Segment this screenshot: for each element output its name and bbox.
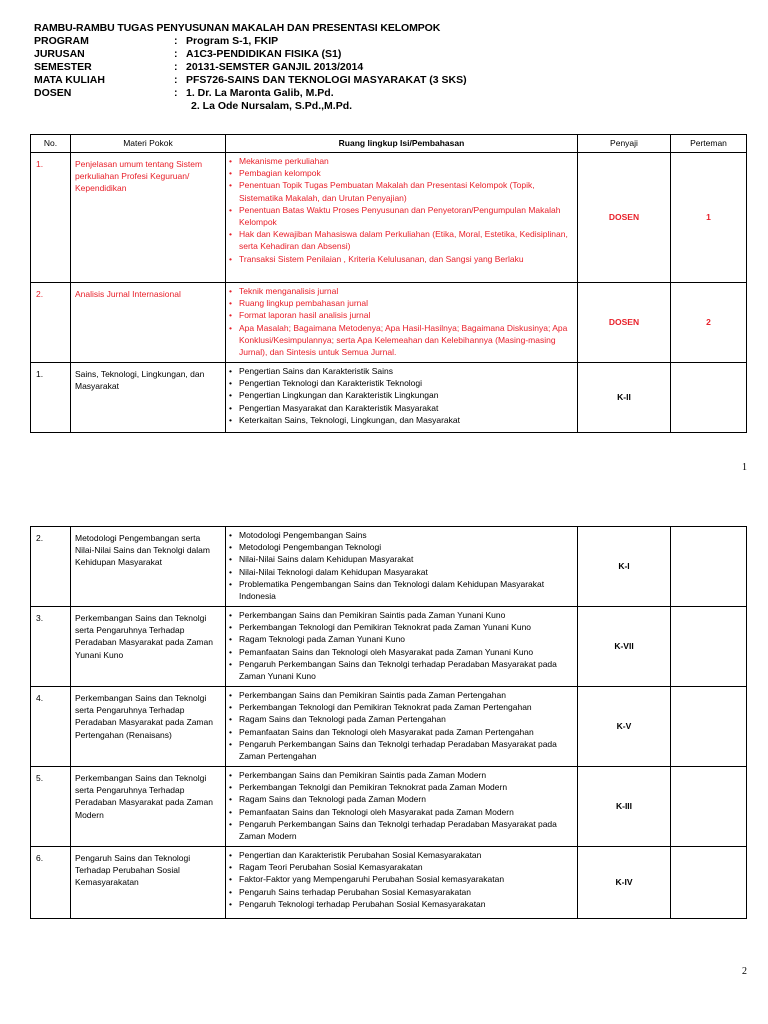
topic-text: Mekanisme perkuliahan bbox=[239, 156, 329, 166]
header-ruang: Ruang lingkup Isi/Pembahasan bbox=[226, 135, 578, 153]
topic-text: Metodologi Pengembangan Teknologi bbox=[239, 542, 382, 553]
row-pertemuan bbox=[671, 767, 747, 847]
row-ruang-lingkup bbox=[226, 687, 578, 767]
page-number-1: 1 bbox=[742, 462, 747, 473]
row-penyaji: DOSEN bbox=[578, 283, 671, 363]
header-field-label-spacer bbox=[34, 100, 174, 113]
row-materi: Perkembangan Sains dan Teknolgi serta Pengaruhnya Terhadap Peradaban Masyarakat pada Zaman Pertengahan (Renaisans) bbox=[71, 687, 226, 767]
bullet-icon: • bbox=[229, 782, 232, 793]
bullet-icon: • bbox=[229, 850, 232, 860]
header-field-separator: : bbox=[174, 74, 178, 86]
bullet-icon: • bbox=[229, 530, 232, 540]
bullet-icon: • bbox=[229, 554, 232, 565]
bullet-icon: • bbox=[229, 180, 232, 191]
topic-item bbox=[229, 253, 575, 265]
topic-text: Perkembangan Teknologi dan Pemikiran Teknokrat pada Zaman Pertengahan bbox=[239, 702, 532, 713]
header-field-value: 20131-SEMSTER GANJIL 2013/2014 bbox=[186, 61, 364, 73]
topic-item bbox=[229, 713, 575, 725]
bullet-icon: • bbox=[229, 286, 232, 296]
header-field-label: MATA KULIAH bbox=[34, 74, 105, 86]
bullet-icon: • bbox=[229, 634, 232, 645]
bullet-icon: • bbox=[229, 738, 232, 749]
row-ruang-lingkup bbox=[226, 607, 578, 687]
topic-item bbox=[229, 553, 575, 565]
topic-item bbox=[229, 806, 575, 818]
bullet-icon: • bbox=[229, 204, 232, 215]
topic-item bbox=[229, 578, 575, 602]
topic-text: Pemanfaatan Sains dan Teknologi oleh Masyarakat pada Zaman Pertengahan bbox=[239, 726, 534, 737]
row-ruang-lingkup bbox=[226, 283, 578, 363]
row-number: 2. bbox=[31, 283, 71, 363]
topic-item bbox=[229, 646, 575, 658]
topic-item bbox=[229, 322, 575, 359]
header-field-label: JURUSAN bbox=[34, 48, 85, 60]
topic-text: Pemanfaatan Sains dan Teknologi oleh Masyarakat pada Zaman Modern bbox=[239, 806, 514, 817]
topic-text: Motodologi Pengembangan Sains bbox=[239, 530, 367, 540]
topic-item bbox=[229, 297, 575, 309]
page-number-2: 2 bbox=[742, 966, 747, 977]
bullet-icon: • bbox=[229, 378, 232, 389]
row-materi: Metodologi Pengembangan serta Nilai-Nilai Sains dan Teknolgi dalam Kehidupan Masyarakat bbox=[71, 527, 226, 607]
bullet-icon: • bbox=[229, 253, 232, 264]
header-field-separator: : bbox=[174, 35, 178, 47]
row-penyaji: K-IV bbox=[578, 847, 671, 919]
row-number: 3. bbox=[31, 607, 71, 687]
topic-text: Penentuan Topik Tugas Pembuatan Makalah dan Presentasi Kelompok (Topik, Sistematika Makalah, dan Urutan Penyajian) bbox=[239, 180, 535, 203]
bullet-icon: • bbox=[229, 874, 232, 885]
topic-text: Perkembangan Sains dan Pemikiran Saintis pada Zaman Pertengahan bbox=[239, 690, 506, 700]
topic-item bbox=[229, 566, 575, 578]
row-ruang-lingkup bbox=[226, 363, 578, 433]
header-materi: Materi Pokok bbox=[71, 135, 226, 153]
row-materi: Pengaruh Sains dan Teknologi Terhadap Perubahan Sosial Kemasyarakatan bbox=[71, 847, 226, 919]
topic-item bbox=[229, 541, 575, 553]
table-header-row bbox=[31, 135, 747, 153]
header-dosen-2-row bbox=[34, 100, 467, 113]
topic-text: Pengertian Masyarakat dan Karakteristik Masyarakat bbox=[239, 402, 439, 413]
topic-item bbox=[229, 377, 575, 389]
topic-item bbox=[229, 365, 575, 377]
topic-item bbox=[229, 621, 575, 633]
bullet-icon: • bbox=[229, 414, 232, 425]
bullet-icon: • bbox=[229, 702, 232, 713]
bullet-icon: • bbox=[229, 818, 232, 829]
header-field-label: DOSEN bbox=[34, 87, 72, 99]
bullet-icon: • bbox=[229, 366, 232, 376]
row-ruang-lingkup bbox=[226, 527, 578, 607]
row-number: 5. bbox=[31, 767, 71, 847]
header-field-separator: : bbox=[174, 48, 178, 60]
bullet-icon: • bbox=[229, 542, 232, 553]
topic-text: Hak dan Kewajiban Mahasiswa dalam Perkuliahan (Etika, Moral, Estetika, Kedisiplinan, serta Kehadiran dan Absensi) bbox=[239, 229, 568, 252]
bullet-icon: • bbox=[229, 610, 232, 620]
topic-item bbox=[229, 886, 575, 898]
table-row bbox=[31, 363, 747, 433]
table-row bbox=[31, 283, 747, 363]
row-pertemuan bbox=[671, 847, 747, 919]
topic-list bbox=[229, 849, 575, 910]
topic-text: Pengaruh Perkembangan Sains dan Teknolgi terhadap Peradaban Masyarakat pada Zaman Modern bbox=[239, 818, 557, 842]
topic-item bbox=[229, 167, 575, 179]
bullet-icon: • bbox=[229, 646, 232, 657]
row-ruang-lingkup bbox=[226, 153, 578, 283]
bullet-icon: • bbox=[229, 566, 232, 577]
topic-text: Pengaruh Perkembangan Sains dan Teknolgi terhadap Peradaban Masyarakat pada Zaman Pertengahan bbox=[239, 738, 557, 762]
table-row bbox=[31, 847, 747, 919]
bullet-icon: • bbox=[229, 390, 232, 401]
row-materi: Perkembangan Sains dan Teknolgi serta Pengaruhnya Terhadap Peradaban Masyarakat pada Zaman Modern bbox=[71, 767, 226, 847]
topic-text: Apa Masalah; Bagaimana Metodenya; Apa Hasil-Hasilnya; Bagaimana Diskusinya; Apa Konklusi/Kesimpulannya; serta Apa Kelemeahan dan Kelebihannya (Masing-masing Jurnal), dan Sintesis untuk Semua Jurnal. bbox=[239, 322, 568, 358]
bullet-icon: • bbox=[229, 310, 232, 321]
table-row bbox=[31, 527, 747, 607]
topic-item bbox=[229, 414, 575, 426]
topic-text: Teknik menganalisis jurnal bbox=[239, 286, 339, 296]
header-field-value: Program S-1, FKIP bbox=[186, 35, 279, 47]
row-pertemuan bbox=[671, 527, 747, 607]
topic-text: Keterkaitan Sains, Teknologi, Lingkungan, dan Masyarakat bbox=[239, 414, 460, 425]
topic-item bbox=[229, 309, 575, 321]
row-ruang-lingkup bbox=[226, 847, 578, 919]
topic-item bbox=[229, 793, 575, 805]
topic-item bbox=[229, 818, 575, 842]
topic-text: Problematika Pengembangan Sains dan Teknologi dalam Kehidupan Masyarakat Indonesia bbox=[239, 578, 545, 602]
topic-list bbox=[229, 529, 575, 602]
bullet-icon: • bbox=[229, 622, 232, 633]
topic-text: Pengertian Teknologi dan Karakteristik Teknologi bbox=[239, 378, 423, 389]
bullet-icon: • bbox=[229, 156, 232, 166]
topic-item bbox=[229, 389, 575, 401]
row-number: 6. bbox=[31, 847, 71, 919]
row-materi: Perkembangan Sains dan Teknolgi serta Pengaruhnya Terhadap Peradaban Masyarakat pada Zaman Yunani Kuno bbox=[71, 607, 226, 687]
bullet-icon: • bbox=[229, 806, 232, 817]
topic-text: Perkembangan Teknolgi dan Pemikiran Teknokrat pada Zaman Modern bbox=[239, 782, 508, 793]
topic-item bbox=[229, 769, 575, 781]
header-field-row bbox=[34, 74, 467, 87]
topic-text: Transaksi Sistem Penilaian , Kriteria Kelulusanan, dan Sangsi yang Berlaku bbox=[239, 253, 524, 264]
topic-text: Pengaruh Sains terhadap Perubahan Sosial Kemasyarakatan bbox=[239, 886, 472, 897]
topic-text: Pembagian kelompok bbox=[239, 168, 321, 179]
bullet-icon: • bbox=[229, 770, 232, 780]
topic-text: Pengaruh Perkembangan Sains dan Teknolgi terhadap Peradaban Masyarakat pada Zaman Yunani Kuno bbox=[239, 658, 557, 682]
row-materi: Penjelasan umum tentang Sistem perkuliahan Profesi Keguruan/ Kependidikan bbox=[71, 153, 226, 283]
topic-item bbox=[229, 738, 575, 762]
topic-item bbox=[229, 204, 575, 228]
row-ruang-lingkup bbox=[226, 767, 578, 847]
row-penyaji: DOSEN bbox=[578, 153, 671, 283]
topic-text: Format laporan hasil analisis jurnal bbox=[239, 310, 371, 321]
topic-item bbox=[229, 898, 575, 910]
row-materi: Analisis Jurnal Internasional bbox=[71, 283, 226, 363]
schedule-table-page-2 bbox=[30, 526, 747, 919]
topic-text: Nilai-Nilai Teknologi dalam Kehidupan Masyarakat bbox=[239, 566, 428, 577]
topic-item bbox=[229, 609, 575, 621]
header-fields bbox=[34, 35, 467, 113]
bullet-icon: • bbox=[229, 578, 232, 589]
header-field-value: 1. Dr. La Maronta Galib, M.Pd. bbox=[186, 87, 334, 99]
bullet-icon: • bbox=[229, 794, 232, 805]
row-penyaji: K-I bbox=[578, 527, 671, 607]
header-field-separator: : bbox=[174, 61, 178, 73]
topic-item bbox=[229, 689, 575, 701]
header-field-row bbox=[34, 61, 467, 74]
topic-list bbox=[229, 689, 575, 762]
header-field-row bbox=[34, 35, 467, 48]
bullet-icon: • bbox=[229, 229, 232, 240]
topic-text: Penentuan Batas Waktu Proses Penyusunan dan Penyetoran/Pengumpulan Makalah Kelompok bbox=[239, 204, 561, 228]
bullet-icon: • bbox=[229, 714, 232, 725]
topic-item bbox=[229, 402, 575, 414]
topic-item bbox=[229, 873, 575, 885]
topic-item bbox=[229, 658, 575, 682]
topic-text: Ruang lingkup pembahasan jurnal bbox=[239, 298, 369, 309]
header-field-label: SEMESTER bbox=[34, 61, 92, 73]
header-field-label: PROGRAM bbox=[34, 35, 89, 47]
topic-text: Perkembangan Sains dan Pemikiran Saintis pada Zaman Modern bbox=[239, 770, 487, 780]
table-row bbox=[31, 687, 747, 767]
row-materi: Sains, Teknologi, Lingkungan, dan Masyarakat bbox=[71, 363, 226, 433]
topic-list bbox=[229, 155, 575, 265]
topic-item bbox=[229, 228, 575, 252]
topic-list bbox=[229, 769, 575, 842]
bullet-icon: • bbox=[229, 322, 232, 333]
row-pertemuan: 2 bbox=[671, 283, 747, 363]
topic-item bbox=[229, 849, 575, 861]
table-row bbox=[31, 153, 747, 283]
row-pertemuan: 1 bbox=[671, 153, 747, 283]
topic-item bbox=[229, 701, 575, 713]
row-pertemuan bbox=[671, 607, 747, 687]
header-pertemuan: Perteman bbox=[671, 135, 747, 153]
bullet-icon: • bbox=[229, 298, 232, 309]
topic-text: Perkembangan Sains dan Pemikiran Saintis pada Zaman Yunani Kuno bbox=[239, 610, 506, 620]
row-penyaji: K-II bbox=[578, 363, 671, 433]
header-field-value: A1C3-PENDIDIKAN FISIKA (S1) bbox=[186, 48, 342, 60]
topic-text: Pemanfaatan Sains dan Teknologi oleh Masyarakat pada Zaman Yunani Kuno bbox=[239, 646, 534, 657]
header-field-value: PFS726-SAINS DAN TEKNOLOGI MASYARAKAT (3 SKS) bbox=[186, 74, 467, 86]
table-row bbox=[31, 607, 747, 687]
topic-item bbox=[229, 529, 575, 541]
header-field-separator-spacer bbox=[174, 100, 186, 113]
row-number: 2. bbox=[31, 527, 71, 607]
topic-item bbox=[229, 285, 575, 297]
topic-text: Ragam Teknologi pada Zaman Yunani Kuno bbox=[239, 634, 406, 645]
row-number: 4. bbox=[31, 687, 71, 767]
row-penyaji: K-VII bbox=[578, 607, 671, 687]
bullet-icon: • bbox=[229, 898, 232, 909]
topic-list bbox=[229, 285, 575, 358]
row-pertemuan bbox=[671, 363, 747, 433]
topic-text: Faktor-Faktor yang Mempengaruhi Perubahan Sosial kemasyarakatan bbox=[239, 874, 505, 885]
bullet-icon: • bbox=[229, 658, 232, 669]
header-field-row bbox=[34, 87, 467, 100]
header-penyaji: Penyaji bbox=[578, 135, 671, 153]
header-field-separator: : bbox=[174, 87, 178, 99]
topic-text: Ragam Teori Perubahan Sosial Kemasyarakatan bbox=[239, 862, 423, 873]
header-no: No. bbox=[31, 135, 71, 153]
header-dosen-2: 2. La Ode Nursalam, S.Pd.,M.Pd. bbox=[191, 100, 353, 112]
topic-list bbox=[229, 365, 575, 426]
document-header bbox=[34, 22, 467, 113]
topic-item bbox=[229, 861, 575, 873]
topic-item bbox=[229, 633, 575, 645]
topic-item bbox=[229, 179, 575, 203]
topic-text: Nilai-Nilai Sains dalam Kehidupan Masyarakat bbox=[239, 554, 414, 565]
row-penyaji: K-III bbox=[578, 767, 671, 847]
header-field-row bbox=[34, 48, 467, 61]
topic-text: Ragam Sains dan Teknologi pada Zaman Modern bbox=[239, 794, 426, 805]
topic-item bbox=[229, 781, 575, 793]
topic-text: Perkembangan Teknologi dan Pemikiran Teknokrat pada Zaman Yunani Kuno bbox=[239, 622, 532, 633]
schedule-table-page-1 bbox=[30, 134, 747, 433]
topic-text: Pengertian dan Karakteristik Perubahan Sosial Kemasyarakatan bbox=[239, 850, 482, 860]
topic-text: Ragam Sains dan Teknologi pada Zaman Pertengahan bbox=[239, 714, 446, 725]
document-title: RAMBU-RAMBU TUGAS PENYUSUNAN MAKALAH DAN PRESENTASI KELOMPOK bbox=[34, 22, 441, 34]
topic-list bbox=[229, 609, 575, 682]
table-row bbox=[31, 767, 747, 847]
row-pertemuan bbox=[671, 687, 747, 767]
topic-text: Pengertian Sains dan Karakteristik Sains bbox=[239, 366, 394, 376]
row-number: 1. bbox=[31, 153, 71, 283]
topic-item bbox=[229, 155, 575, 167]
bullet-icon: • bbox=[229, 168, 232, 179]
bullet-icon: • bbox=[229, 690, 232, 700]
row-penyaji: K-V bbox=[578, 687, 671, 767]
topic-item bbox=[229, 726, 575, 738]
topic-text: Pengaruh Teknologi terhadap Perubahan Sosial Kemasyarakatan bbox=[239, 898, 486, 909]
bullet-icon: • bbox=[229, 402, 232, 413]
bullet-icon: • bbox=[229, 862, 232, 873]
bullet-icon: • bbox=[229, 726, 232, 737]
bullet-icon: • bbox=[229, 886, 232, 897]
row-number: 1. bbox=[31, 363, 71, 433]
topic-text: Pengertian Lingkungan dan Karakteristik Lingkungan bbox=[239, 390, 439, 401]
